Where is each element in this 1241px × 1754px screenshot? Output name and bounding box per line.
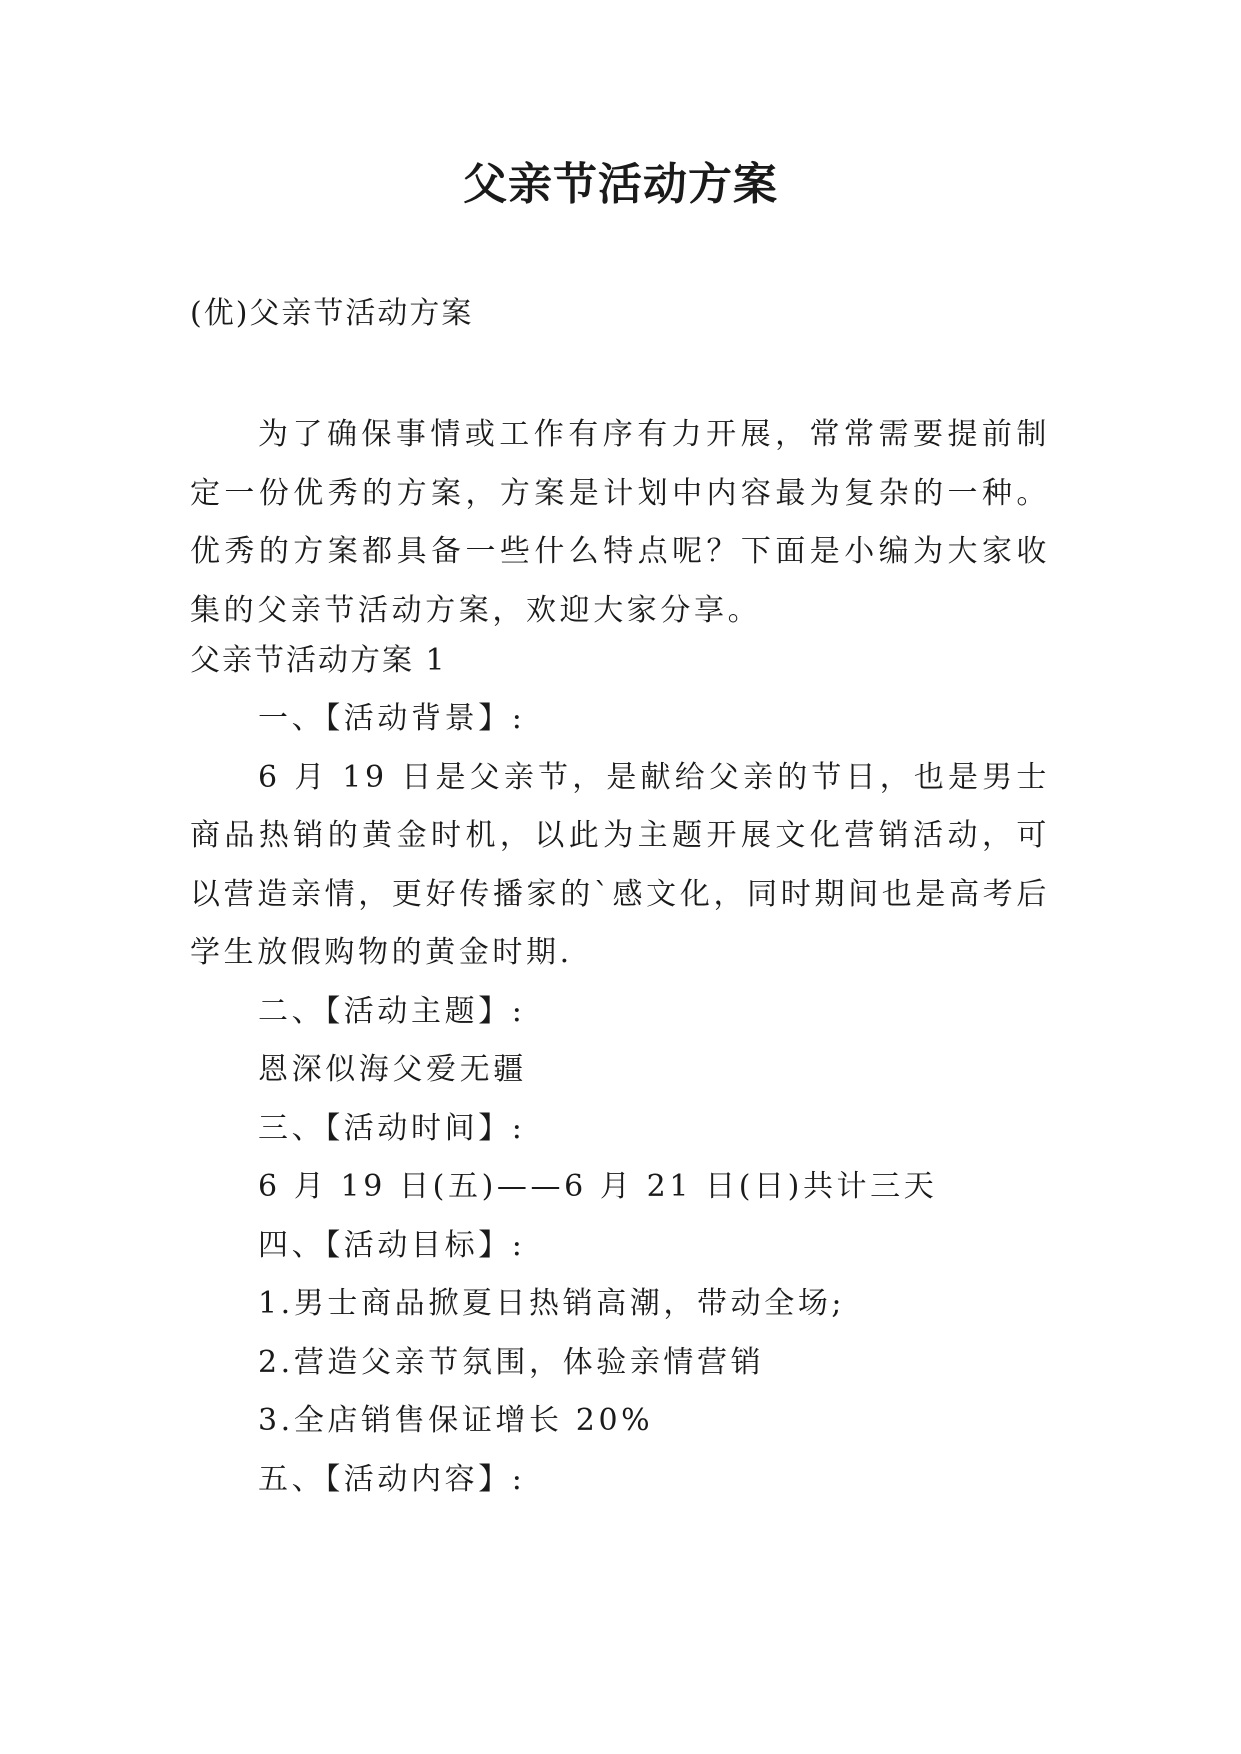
background-label: 一、【活动背景】: [258, 701, 526, 736]
background-text: 6 月 19 日是父亲节，是献给父亲的节日，也是男士商品热销的黄金时机，以此为主题开展文化营销活动，可以营造亲情，更好传播家的`感文化，同时期间也是高考后学生放假购物的黄金时期. [190, 759, 1050, 970]
document-subtitle: (优)父亲节活动方案 [190, 296, 474, 331]
theme-label: 二、【活动主题】: [258, 993, 526, 1029]
plan-section-1 [190, 643, 1050, 1509]
time-label: 三、【活动时间】: [258, 1110, 526, 1146]
section-heading: 父亲节活动方案 1 [190, 643, 447, 678]
document-title: 父亲节活动方案 [463, 159, 778, 210]
intro-paragraph: 为了确保事情或工作有序有力开展，常常需要提前制定一份优秀的方案，方案是计划中内容最为复杂的一种。优秀的方案都具备一些什么特点呢？下面是小编为大家收集的父亲节活动方案，欢迎大家分享。 [190, 417, 1050, 628]
goal-item: 1.男士商品掀夏日热销高潮，带动全场; [258, 1286, 846, 1321]
time-text: 6 月 19 日(五)——6 月 21 日(日)共计三天 [258, 1169, 938, 1204]
goal-label: 四、【活动目标】: [258, 1227, 526, 1263]
content-label: 五、【活动内容】: [258, 1461, 526, 1497]
goal-item: 3.全店销售保证增长 20% [258, 1403, 654, 1438]
goal-item: 2.营造父亲节氛围，体验亲情营销 [258, 1344, 765, 1380]
theme-text: 恩深似海父爱无疆 [258, 1052, 527, 1087]
